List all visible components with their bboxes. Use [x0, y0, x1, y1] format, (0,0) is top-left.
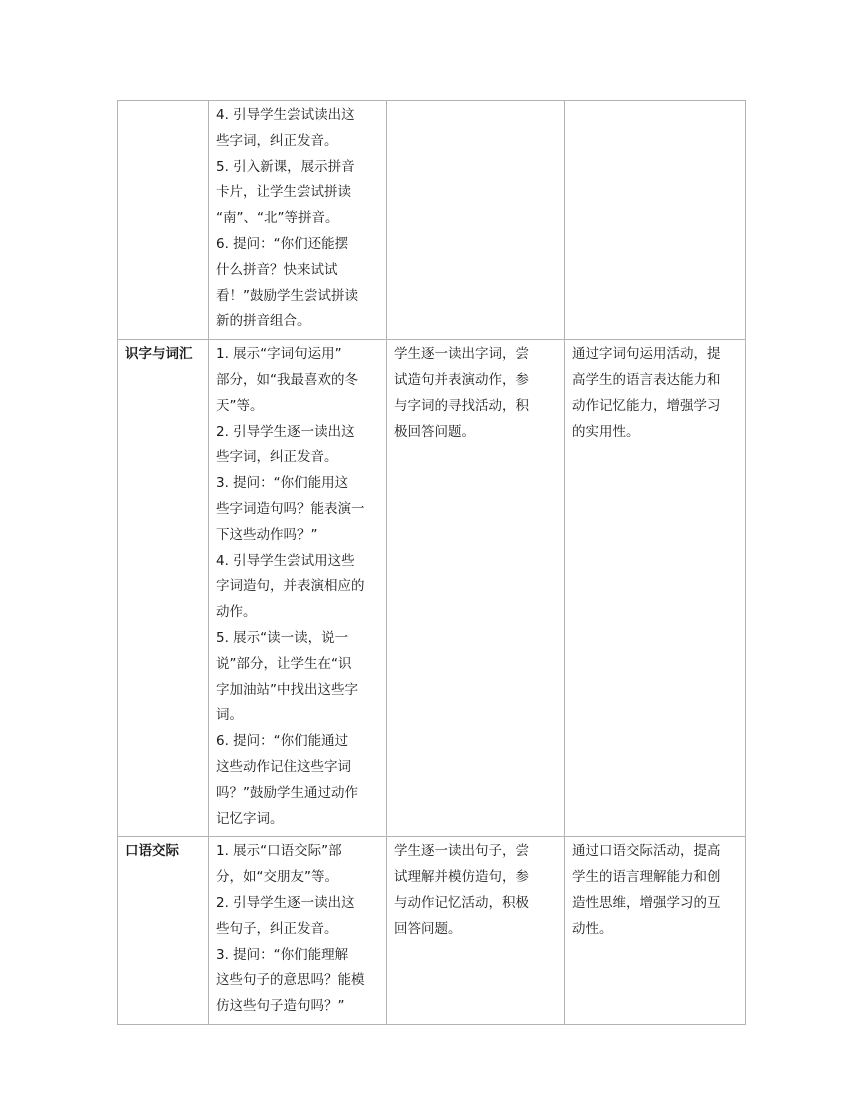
text-line: 字词造句，并表演相应的 [216, 578, 365, 595]
text-line: 6. 提问：“你们还能摆 [216, 235, 349, 252]
text-line: 1. 展示“口语交际”部 [216, 843, 342, 860]
text-line: 部分，如“我最喜欢的冬 [216, 371, 358, 388]
design-purpose-cell [565, 837, 746, 1025]
text-line: 3. 提问：“你们能用这 [216, 475, 349, 492]
text-line: 造性思维，增强学习的互 [572, 894, 721, 911]
text-line: 2. 引导学生逐一读出这 [216, 423, 355, 440]
text-line: 词。 [216, 707, 243, 724]
text-line: 1. 展示“字词句运用” [216, 346, 342, 363]
lesson-plan-table-body [118, 101, 746, 1025]
text-line: 吗？”鼓励学生通过动作 [216, 784, 358, 801]
text-line: 学生的语言理解能力和创 [572, 869, 721, 886]
teacher-activity-cell [209, 340, 387, 837]
text-line: 试造句并表演动作，参 [394, 371, 529, 388]
text-line: 这些句子的意思吗？能模 [216, 972, 365, 989]
text-line: 5. 引入新课，展示拼音 [216, 158, 355, 175]
text-line: 记忆字词。 [216, 810, 284, 827]
table-row [118, 101, 746, 340]
text-line: 天”等。 [216, 397, 264, 414]
text-line: 卡片，让学生尝试拼读 [216, 184, 351, 201]
text-line: 通过字词句运用活动，提 [572, 346, 721, 363]
text-line: 6. 提问：“你们能通过 [216, 733, 349, 750]
text-line: “南”、“北”等拼音。 [216, 210, 339, 227]
teacher-activity-cell [209, 837, 387, 1025]
text-line: 学生逐一读出字词，尝 [394, 346, 529, 363]
text-line: 些字词造句吗？能表演一 [216, 500, 365, 517]
text-line: 什么拼音？快来试试 [216, 261, 338, 278]
text-line: 通过口语交际活动，提高 [572, 843, 721, 860]
text-line: 动作。 [216, 604, 257, 621]
text-line: 5. 展示“读一读，说一 [216, 629, 349, 646]
text-line: 些字词，纠正发音。 [216, 449, 338, 466]
student-activity-cell [387, 837, 565, 1025]
teacher-activity-cell [209, 101, 387, 340]
student-activity-cell [387, 101, 565, 340]
text-line: 3. 提问：“你们能理解 [216, 946, 349, 963]
text-line: 些句子，纠正发音。 [216, 920, 338, 937]
text-line: 高学生的语言表达能力和 [572, 371, 721, 388]
text-line: 动性。 [572, 920, 613, 937]
text-line: 下这些动作吗？” [216, 526, 318, 543]
design-purpose-cell [565, 340, 746, 837]
text-line: 字加油站”中找出这些字 [216, 681, 358, 698]
text-line: 学生逐一读出句子，尝 [394, 843, 529, 860]
text-line: 新的拼音组合。 [216, 313, 311, 330]
table-row [118, 340, 746, 837]
text-line: 极回答问题。 [394, 423, 475, 440]
text-line: 4. 引导学生尝试用这些 [216, 552, 355, 569]
text-line: 回答问题。 [394, 920, 462, 937]
text-line: 与字词的寻找活动，积 [394, 397, 529, 414]
text-line: 动作记忆能力，增强学习 [572, 397, 721, 414]
text-line: 分，如“交朋友”等。 [216, 869, 338, 886]
section-cell: 口语交际 [118, 837, 209, 1025]
design-purpose-cell [565, 101, 746, 340]
text-line: 这些动作记住这些字词 [216, 758, 351, 775]
student-activity-cell [387, 340, 565, 837]
section-cell [118, 101, 209, 340]
text-line: 的实用性。 [572, 423, 640, 440]
text-line: 些字词，纠正发音。 [216, 132, 338, 149]
table-row [118, 837, 746, 1025]
text-line: 仿这些句子造句吗？” [216, 998, 345, 1015]
text-line: 4. 引导学生尝试读出这 [216, 107, 355, 123]
section-cell: 识字与词汇 [118, 340, 209, 837]
text-line: 与动作记忆活动，积极 [394, 894, 529, 911]
text-line: 说”部分，让学生在“识 [216, 655, 352, 672]
lesson-plan-table [117, 100, 746, 1025]
text-line: 看！”鼓励学生尝试拼读 [216, 287, 358, 304]
text-line: 试理解并模仿造句，参 [394, 869, 529, 886]
text-line: 2. 引导学生逐一读出这 [216, 894, 355, 911]
